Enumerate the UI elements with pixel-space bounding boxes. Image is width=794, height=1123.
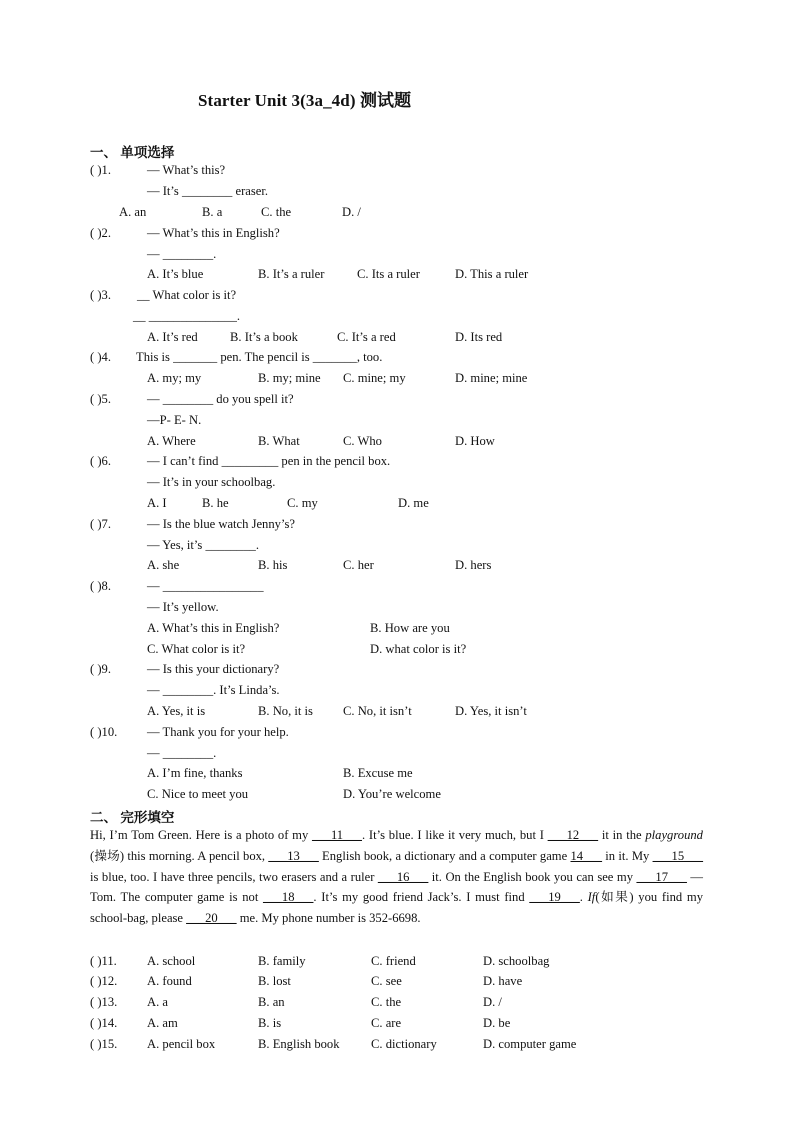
option-d: D. computer game — [483, 1037, 577, 1051]
question-line: — Yes, it’s ________. — [147, 538, 259, 552]
option-b: B. family — [258, 954, 306, 968]
option-b: B. Excuse me — [343, 766, 413, 780]
question-number: ( )14. — [90, 1016, 118, 1030]
option-d: D. what color is it? — [370, 642, 467, 656]
option-a: A. I — [147, 496, 167, 510]
option-c: C. the — [261, 205, 292, 219]
option-c: C. her — [343, 558, 374, 572]
question-line: — ________. — [147, 746, 217, 760]
question-stem: — ________________ — [147, 579, 264, 593]
option-c: C. friend — [371, 954, 416, 968]
option-a: A. an — [119, 205, 147, 219]
blank-12: ___12___ — [547, 828, 599, 842]
option-a: A. she — [147, 558, 180, 572]
option-c: C. Who — [343, 434, 382, 448]
blank-20: ___20___ — [186, 911, 237, 926]
question-line: — ________. It’s Linda’s. — [147, 683, 280, 697]
option-a: A. school — [147, 954, 196, 968]
option-c: C. my — [287, 496, 318, 510]
option-a: A. It’s blue — [147, 267, 204, 281]
question-line: — It’s ________ eraser. — [147, 184, 269, 198]
blank-11: ___11___ — [312, 828, 362, 842]
option-c: C. mine; my — [343, 371, 406, 385]
option-d: D. me — [398, 496, 429, 510]
option-d: D. schoolbag — [483, 954, 550, 968]
option-a: A. my; my — [147, 371, 202, 385]
option-b: B. an — [258, 995, 285, 1009]
blank-17: ___17___ — [636, 869, 687, 884]
option-b: B. he — [202, 496, 229, 510]
question-line: __ ______________. — [133, 309, 241, 323]
option-c: C. the — [371, 995, 402, 1009]
option-b: B. a — [202, 205, 223, 219]
option-d: D. Its red — [455, 330, 503, 344]
blank-19: ___19___ — [529, 890, 580, 905]
option-d: D. have — [483, 974, 523, 988]
blank-13: ___13___ — [268, 848, 319, 863]
option-d: D. How — [455, 434, 495, 448]
option-b: B. English book — [258, 1037, 340, 1051]
option-b: B. lost — [258, 974, 291, 988]
option-a: A. I’m fine, thanks — [147, 766, 243, 780]
option-d: D. be — [483, 1016, 511, 1030]
blank-16: ___16___ — [377, 869, 429, 884]
option-c: C. are — [371, 1016, 402, 1030]
blank-18: ___18___ — [263, 890, 314, 905]
option-d: D. / — [483, 995, 502, 1009]
section-heading-multiple-choice: 一、 单项选择 — [90, 145, 175, 160]
question-stem: — Is this your dictionary? — [147, 662, 280, 676]
option-a: A. am — [147, 1016, 178, 1030]
option-c: C. Its a ruler — [357, 267, 420, 281]
option-c: C. No, it isn’t — [343, 704, 412, 718]
option-b: B. his — [258, 558, 288, 572]
option-c: C. What color is it? — [147, 642, 246, 656]
option-d: D. mine; mine — [455, 371, 528, 385]
option-b: B. It’s a ruler — [258, 267, 325, 281]
option-d: D. This a ruler — [455, 267, 529, 281]
option-a: A. found — [147, 974, 192, 988]
option-a: A. Where — [147, 434, 196, 448]
option-a: A. Yes, it is — [147, 704, 206, 718]
question-line: — ________. — [147, 247, 217, 261]
option-b: B. What — [258, 434, 300, 448]
question-stem: — I can’t find _________ pen in the pencil box. — [147, 454, 391, 468]
blank-15: ___15___ — [652, 848, 703, 863]
question-number: ( )3. — [90, 288, 111, 302]
question-number: ( )12. — [90, 974, 118, 988]
option-d: D. / — [342, 205, 361, 219]
option-c: C. dictionary — [371, 1037, 437, 1051]
question-number: ( )13. — [90, 995, 118, 1009]
question-stem: — Is the blue watch Jenny’s? — [147, 517, 295, 531]
question-line: —P- E- N. — [147, 413, 202, 427]
question-number: ( )2. — [90, 226, 111, 240]
option-b: B. is — [258, 1016, 282, 1030]
blank-14: 14___ — [570, 848, 602, 863]
question-number: ( )8. — [90, 579, 111, 593]
question-number: ( )7. — [90, 517, 111, 531]
question-number: ( )11. — [90, 954, 117, 968]
question-stem: — Thank you for your help. — [147, 725, 289, 739]
option-a: A. a — [147, 995, 168, 1009]
option-d: D. Yes, it isn’t — [455, 704, 527, 718]
question-number: ( )5. — [90, 392, 111, 406]
page-title: Starter Unit 3(3a_4d) 测试题 — [198, 91, 412, 110]
question-line: — It’s yellow. — [147, 600, 219, 614]
question-stem: This is _______ pen. The pencil is _______, too. — [136, 350, 383, 364]
question-number: ( )6. — [90, 454, 111, 468]
cloze-passage: Hi, I’m Tom Green. Here is a photo of my ___11___. It’s blue. I like it very much, but I ___12___ it in the playground (操场) this morning. A pencil box, ___13___ English book, a dictionary and a computer game 14___ in it. My ___15___ is blue, too. I have three pencils, two erasers and a ruler ___16___ it. On the English book you can see my ___17___ — Tom. The computer game is not ___18___. It’s my good friend Jack’s. I must find ___19___. If(如果) you find my school-bag, please ___20___ me. My phone number is 352-6698. — [90, 828, 704, 926]
option-b: B. How are you — [370, 621, 450, 635]
question-number: ( )10. — [90, 725, 118, 739]
option-b: B. It’s a book — [230, 330, 298, 344]
question-stem: __ What color is it? — [137, 288, 237, 302]
option-c: C. It’s a red — [337, 330, 396, 344]
question-line: — It’s in your schoolbag. — [147, 475, 276, 489]
question-stem: — What’s this? — [147, 163, 226, 177]
question-stem: — ________ do you spell it? — [147, 392, 294, 406]
section-heading-cloze: 二、 完形填空 — [90, 810, 175, 825]
option-c: C. see — [371, 974, 402, 988]
option-a: A. pencil box — [147, 1037, 216, 1051]
question-number: ( )4. — [90, 350, 111, 364]
question-stem: — What’s this in English? — [147, 226, 280, 240]
question-number: ( )15. — [90, 1037, 118, 1051]
option-d: D. hers — [455, 558, 492, 572]
option-b: B. No, it is — [258, 704, 313, 718]
option-c: C. Nice to meet you — [147, 787, 249, 801]
option-d: D. You’re welcome — [343, 787, 441, 801]
option-b: B. my; mine — [258, 371, 321, 385]
option-a: A. It’s red — [147, 330, 198, 344]
option-a: A. What’s this in English? — [147, 621, 280, 635]
question-number: ( )1. — [90, 163, 111, 177]
question-number: ( )9. — [90, 662, 111, 676]
